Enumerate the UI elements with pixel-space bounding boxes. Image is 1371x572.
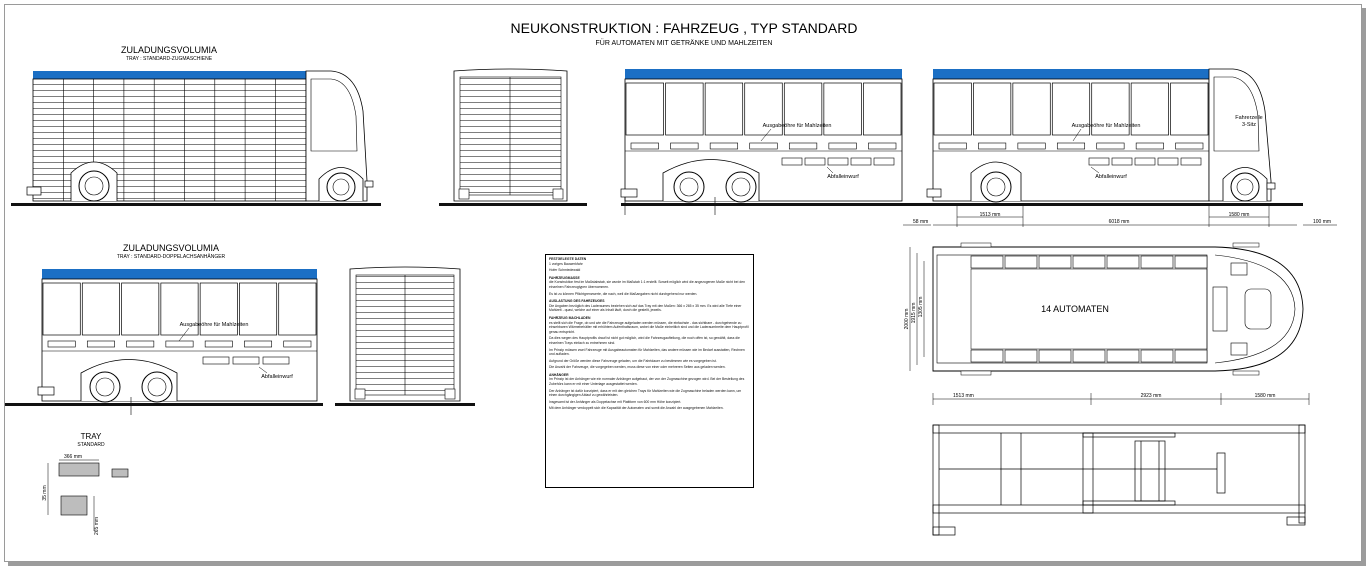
tray-dim-height-a: 35 mm [42,485,48,501]
abfall-label-full: Abfalleinwurf [1095,174,1127,180]
spec-heading: FAHRZEUG MACHLADEN [549,315,591,320]
spec-line: es stellt sich die Frage, ob und wie die Fahrzeuge aufgeladen werden müssen, die einfachste - das sichtbare - durchgehende zu einsehbaren Wärmebehälter mit erhöhtem Aufenthaltsraum, wobei die Maße einheitlich sind und die Laderaumbreite dem Hauptprofil genau entspricht. [549,320,749,334]
automat-block [1141,256,1173,268]
dim-100: 100 mm [1313,219,1332,225]
tray-detail [42,432,128,535]
drawing-sheet [4,4,1362,562]
spec-heading: AUSLASTUNG DES FAHRZEUGES [549,299,605,304]
frame-dim-1513: 1513 mm [953,393,974,399]
abfall-label-bottom: Abfalleinwurf [261,374,293,380]
spec-line: Im Prinzip ist der Anhänger wie ein normaler Anhänger aufgebaut, der von der Zugmaschine gezogen wird. Bei der Bestellung des Zubehörs kann er mit einer Unterlage ausgestattet werden. [549,377,745,387]
meal-output-slot [978,143,1005,149]
spec-line: Es ist zu können Pflichtgrenzwerte, die nach, weil die Maßangaben nicht durchgehend nur werden. [549,291,698,296]
spec-line: Insgesamt ist der Anhänger als Doppelachse mit Plattform von 600 mm Höhe konzipiert. [549,399,682,404]
truck-view-title: ZULADUNGSVOLUMIA [120,45,218,55]
spec-line: Da dies wegen des Hauptprofils drauf ist nicht gut möglich, wird die Fahrzeugaufteilung, die noch offen ist, so gewählt, dass die einzelnen Trays einfach zu entnehmen sind. [549,336,740,345]
meal-output-slot [829,143,857,149]
ausgabe-label-top: Ausgabeöhre für Mahlzeiten [762,123,832,129]
truck-roof [33,71,306,79]
ausgabe-label-bottom: Ausgabeöhre für Mahlzeiten [179,322,249,328]
meal-output-slot [671,143,699,149]
dim-1915: 1915 mm [911,302,917,324]
meal-output-slot [1057,143,1084,149]
meal-output-slot [710,143,738,149]
dim-1580-top: 1580 mm [1228,212,1250,218]
automat-block [971,350,1003,362]
waste-drop-slot [1089,158,1109,165]
waste-drop-slot [263,357,289,364]
meal-output-slot [1018,143,1045,149]
meal-output-slot [789,143,817,149]
tray-side [59,463,99,476]
trailer-view-subtitle: TRAY : STANDARD-DOPPELACHSANHÄNGER [116,254,226,260]
trailer-roof [625,69,902,79]
waste-drop-slot [1181,158,1201,165]
automat-block [1175,256,1207,268]
truck-rear-view [439,69,587,206]
tray-end [112,469,128,477]
dim-1305: 1305 mm [918,296,924,318]
chassis-frame-view [933,393,1309,535]
specification-text-box [545,254,754,488]
spec-line: Die Anzahl der Fahrzeuge, die vorgegeben werden, muss diese von einer oder mehreren Seiten aus geladen werden. [549,365,726,370]
spec-heading: FESTGELEGTE DATEN [549,257,587,261]
fahrerzelle-seats-label: 3-Sitz [1241,122,1257,128]
waste-drop-slot [782,158,802,165]
frame-dim-1580: 1580 mm [1254,393,1276,399]
spec-line: Aufgrund der Größe werden diese Fahrzeuge geladen, um die Fahrtdauer zu bestimmen wie es vorgegeben ist. [549,358,717,363]
automat-block [1005,256,1037,268]
dim-6018: 6018 mm [1108,219,1130,225]
drawing-subtitle: FÜR AUTOMATEN MIT GETRÄNKE UND MAHLZEITEN [595,40,773,47]
meal-output-slot [284,341,311,347]
spec-line: 1 voriges Bauwerkfahr [549,261,583,266]
waste-drop-slot [805,158,825,165]
automat-block [1073,256,1105,268]
truck-view-subtitle: TRAY : STANDARD-ZUGMASCHIENE [125,56,213,62]
meal-output-slot [127,341,154,347]
dim-1513-top: 1513 mm [979,212,1001,218]
automat-block [1005,350,1037,362]
spec-line: Mit dem Anhänger verdoppelt sich die Kapazität der Automaten und somit die Anzahl der ausgegebenen Mahlzeiten. [549,406,724,411]
spec-heading: FAHRZEUGMASSE [549,275,580,280]
frame-dim-2923: 2923 mm [1140,393,1162,399]
tray-title: TRAY [80,432,102,441]
meal-output-slot [87,341,114,347]
automat-block [1039,350,1071,362]
meal-output-slot [166,341,193,347]
waste-drop-slot [828,158,848,165]
meal-output-slot [1176,143,1203,149]
waste-drop-slot [1112,158,1132,165]
spec-line: Hofer Schmiedewald [549,268,581,273]
dim-58: 58 mm [913,219,929,225]
ausgabe-label-full: Ausgabeöhre für Mahlzeiten [1071,123,1141,129]
spec-line: Die Angaben bezüglich des Laderaumes beziehen sich auf das Tray mit den Maßen: 366 x 265 x 35 mm. Es wird alle Tiefe einer Mahlzeit - quasi, welche auf einer als Inhalt läuft, durch die gestellt, jeweils. [549,303,742,313]
tray-top [61,496,87,515]
trailer-rear-view [335,267,475,406]
trailer-side-view-top [621,69,903,215]
automat-block [1073,350,1105,362]
trailer-view-title: ZULADUNGSVOLUMIA [122,243,220,253]
meal-output-slot [939,143,966,149]
spec-heading: ANHÄNGER [549,372,569,377]
dim-2000: 2000 mm [904,308,910,330]
automaten-count-label: 14 AUTOMATEN [1041,304,1109,314]
truck-side-view-full [901,69,1337,227]
full-truck-roof [933,69,1209,79]
automat-block [1175,350,1207,362]
trailer-bottom-roof [42,269,317,279]
meal-output-slot [868,143,896,149]
automat-block [971,256,1003,268]
waste-drop-slot [1158,158,1178,165]
waste-drop-slot [851,158,871,165]
automat-block [1107,350,1139,362]
truck-side-view [11,71,381,206]
plan-view [904,243,1303,375]
meal-output-slot [1136,143,1163,149]
trailer-side-view-bottom [5,269,323,415]
meal-output-slot [48,341,75,347]
tray-dim-width: 366 mm [63,454,83,460]
waste-drop-slot [233,357,259,364]
automat-block [1039,256,1071,268]
spec-line: Im Prinzip müssen zwei Fahrzeuge mit Ausgabeautomaten für Mahlzeiten, das andere müssen wie im Bedarf ausstatten, Rechnen und aufladen. [549,347,745,357]
automat-block [1141,350,1173,362]
meal-output-slot [750,143,778,149]
meal-output-slot [244,341,271,347]
meal-output-slot [1097,143,1124,149]
meal-output-slot [631,143,659,149]
abfall-label-top: Abfalleinwurf [827,174,859,180]
waste-drop-slot [203,357,229,364]
fahrerzelle-label: Fahrerzelle [1235,115,1263,121]
tray-subtitle: STANDARD [77,442,105,448]
spec-line: Der Anhänger ist dafür konzipiert, dass er mit den gleichen Trays für Mahlzeiten wie die Zugmaschine beladen werden kann, um einen durchgängigen Ablauf zu gewährleisten. [549,388,742,398]
spec-line: die Konstruktion fest im Maßstabstab, sie wurde im Maßstab 1:1 erstellt. Soweit möglich wird die angezogenen Maße nicht bei den einzelnen Fahrzeugtypen übernommen. [549,280,745,289]
waste-drop-slot [1135,158,1155,165]
tray-dim-height-b: 265 mm [94,516,100,536]
waste-drop-slot [874,158,894,165]
automat-block [1107,256,1139,268]
meal-output-slot [205,341,232,347]
drawing-title: NEUKONSTRUKTION : FAHRZEUG , TYP STANDARD [510,20,858,36]
